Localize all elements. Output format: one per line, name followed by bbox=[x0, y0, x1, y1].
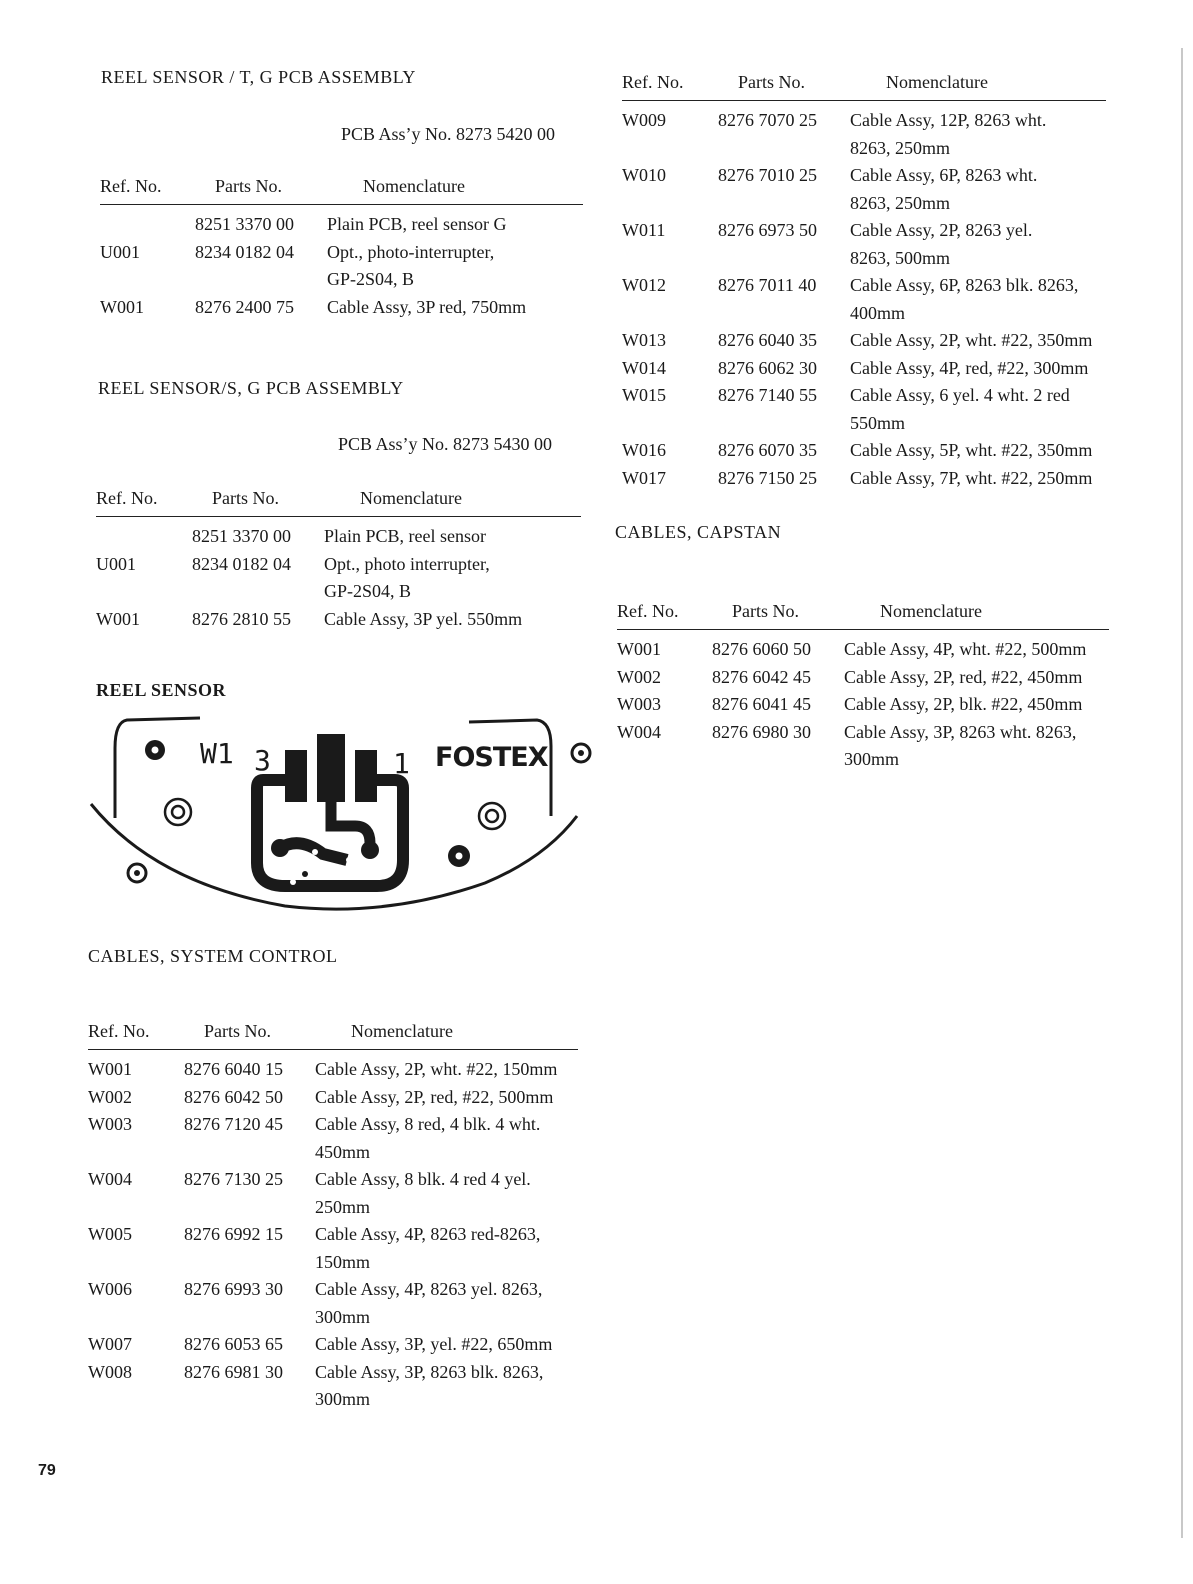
label-3: 3 bbox=[254, 744, 271, 777]
parts-no: 8276 6040 15 bbox=[184, 1059, 283, 1079]
ref-no: W010 bbox=[622, 165, 666, 185]
page-number: 79 bbox=[38, 1462, 56, 1479]
table-row bbox=[88, 1056, 578, 1084]
parts-table-capstan bbox=[617, 601, 1109, 774]
parts-table-system-control-cont bbox=[622, 72, 1106, 492]
nomenclature: Cable Assy, 2P, red, #22, 500mm bbox=[315, 1086, 554, 1107]
parts-table-system-control bbox=[88, 1021, 578, 1414]
mounting-hole bbox=[165, 799, 191, 825]
ref-no: W001 bbox=[100, 296, 144, 317]
parts-no: 8276 7011 40 bbox=[718, 275, 817, 295]
diagram-title: REEL SENSOR bbox=[96, 680, 227, 700]
section-title-system-control: CABLES, SYSTEM CONTROL bbox=[88, 946, 338, 966]
parts-no: 8276 6042 45 bbox=[712, 666, 811, 687]
table-row bbox=[617, 691, 1109, 719]
parts-table-sg bbox=[96, 488, 581, 633]
via bbox=[290, 879, 296, 885]
parts-no: 8276 6993 30 bbox=[184, 1279, 283, 1299]
nomenclature: Cable Assy, 3P, 8263 blk. 8263, 300mm bbox=[315, 1361, 544, 1409]
nomenclature: Opt., photo interrupter, GP-2S04, B bbox=[324, 553, 490, 601]
section-title-sg: REEL SENSOR/S, G PCB ASSEMBLY bbox=[98, 378, 404, 398]
header-ref-no: Ref. No. bbox=[622, 72, 684, 92]
parts-no: 8276 6053 65 bbox=[184, 1334, 283, 1354]
table-header bbox=[96, 488, 581, 517]
table-row bbox=[88, 1084, 578, 1112]
parts-no: 8276 7130 25 bbox=[184, 1169, 283, 1189]
table-row bbox=[622, 162, 1106, 217]
table-row bbox=[622, 107, 1106, 162]
pcb-assy-number-tg: PCB Ass’y No. 8273 5420 00 bbox=[341, 124, 556, 144]
table-row bbox=[96, 606, 581, 634]
nomenclature: Cable Assy, 2P, wht. #22, 150mm bbox=[315, 1059, 558, 1079]
parts-no: 8251 3370 00 bbox=[195, 214, 294, 234]
ref-no: W006 bbox=[88, 1279, 132, 1299]
nomenclature: Opt., photo-interrupter, GP-2S04, B bbox=[327, 241, 495, 289]
via bbox=[312, 849, 318, 855]
table-header bbox=[88, 1021, 578, 1050]
solder-pad bbox=[361, 841, 379, 859]
ref-no: W017 bbox=[622, 467, 666, 488]
ref-no: U001 bbox=[96, 553, 136, 574]
table-header bbox=[617, 601, 1109, 630]
page-edge-line bbox=[1181, 48, 1183, 1538]
table-row bbox=[617, 719, 1109, 774]
header-nomenclature: Nomenclature bbox=[363, 176, 465, 196]
label-1: 1 bbox=[393, 747, 410, 780]
parts-no: 8276 7070 25 bbox=[718, 110, 817, 130]
parts-no: 8276 6992 15 bbox=[184, 1224, 283, 1244]
ref-no: W003 bbox=[617, 694, 661, 714]
parts-no: 8276 7120 45 bbox=[184, 1114, 283, 1134]
nomenclature: Cable Assy, 3P, yel. #22, 650mm bbox=[315, 1334, 553, 1354]
ref-no: W011 bbox=[622, 220, 666, 240]
mounting-hole bbox=[479, 803, 505, 829]
table-row bbox=[622, 355, 1106, 383]
nomenclature: Cable Assy, 7P, wht. #22, 250mm bbox=[850, 467, 1093, 488]
ref-no: U001 bbox=[100, 241, 140, 262]
pcb-assy-number-sg: PCB Ass’y No. 8273 5430 00 bbox=[338, 434, 553, 454]
table-row bbox=[622, 327, 1106, 355]
ref-no: W015 bbox=[622, 385, 666, 405]
parts-no: 8276 6973 50 bbox=[718, 220, 817, 240]
nomenclature: Cable Assy, 12P, 8263 wht. 8263, 250mm bbox=[850, 110, 1047, 158]
nomenclature: Cable Assy, 2P, red, #22, 450mm bbox=[844, 666, 1083, 687]
table-row bbox=[88, 1111, 578, 1166]
nomenclature: Cable Assy, 2P, 8263 yel. 8263, 500mm bbox=[850, 220, 1033, 268]
table-row bbox=[96, 523, 581, 551]
nomenclature: Plain PCB, reel sensor G bbox=[327, 214, 507, 234]
table-row bbox=[100, 239, 583, 294]
nomenclature: Cable Assy, 2P, blk. #22, 450mm bbox=[844, 694, 1083, 714]
label-w1: W1 bbox=[200, 737, 234, 770]
nomenclature: Cable Assy, 2P, wht. #22, 350mm bbox=[850, 330, 1093, 350]
via bbox=[302, 871, 308, 877]
nomenclature: Cable Assy, 3P, 8263 wht. 8263, 300mm bbox=[844, 721, 1077, 769]
table-row bbox=[622, 465, 1106, 493]
parts-no: 8276 2400 75 bbox=[195, 296, 294, 317]
nomenclature: Cable Assy, 4P, 8263 yel. 8263, 300mm bbox=[315, 1279, 543, 1327]
parts-no: 8276 6060 50 bbox=[712, 639, 811, 659]
nomenclature: Cable Assy, 6 yel. 4 wht. 2 red 550mm bbox=[850, 385, 1070, 433]
ref-no: W004 bbox=[88, 1169, 132, 1189]
section-title-tg: REEL SENSOR / T, G PCB ASSEMBLY bbox=[101, 67, 416, 87]
table-row bbox=[88, 1276, 578, 1331]
nomenclature: Cable Assy, 3P yel. 550mm bbox=[324, 608, 523, 629]
header-parts-no: Parts No. bbox=[215, 176, 282, 196]
nomenclature: Cable Assy, 5P, wht. #22, 350mm bbox=[850, 440, 1093, 460]
ref-no: W005 bbox=[88, 1224, 132, 1244]
table-row bbox=[622, 217, 1106, 272]
table-header bbox=[100, 176, 583, 205]
parts-no: 8276 7150 25 bbox=[718, 467, 817, 488]
solder-pad bbox=[271, 839, 289, 857]
nomenclature: Cable Assy, 4P, wht. #22, 500mm bbox=[844, 639, 1087, 659]
header-parts-no: Parts No. bbox=[204, 1021, 271, 1041]
table-row bbox=[88, 1359, 578, 1414]
parts-no: 8276 6980 30 bbox=[712, 721, 811, 742]
table-row bbox=[617, 636, 1109, 664]
table-row bbox=[100, 294, 583, 322]
parts-no: 8276 6981 30 bbox=[184, 1361, 283, 1382]
nomenclature: Cable Assy, 8 red, 4 blk. 4 wht. 450mm bbox=[315, 1114, 541, 1162]
nomenclature: Cable Assy, 6P, 8263 wht. 8263, 250mm bbox=[850, 165, 1038, 213]
ref-no: W013 bbox=[622, 330, 666, 350]
ref-no: W012 bbox=[622, 275, 666, 295]
parts-no: 8276 2810 55 bbox=[192, 608, 291, 629]
ref-no: W008 bbox=[88, 1361, 132, 1382]
table-row bbox=[88, 1331, 578, 1359]
header-ref-no: Ref. No. bbox=[96, 488, 158, 508]
table-row bbox=[617, 664, 1109, 692]
table-row bbox=[88, 1166, 578, 1221]
header-parts-no: Parts No. bbox=[212, 488, 279, 508]
table-row bbox=[88, 1221, 578, 1276]
nomenclature: Cable Assy, 8 blk. 4 red 4 yel. 250mm bbox=[315, 1169, 531, 1217]
parts-no: 8234 0182 04 bbox=[192, 553, 291, 574]
ref-no: W001 bbox=[88, 1059, 132, 1079]
copper-pad bbox=[317, 734, 345, 802]
header-nomenclature: Nomenclature bbox=[360, 488, 462, 508]
nomenclature: Cable Assy, 3P red, 750mm bbox=[327, 296, 527, 317]
table-row bbox=[622, 437, 1106, 465]
ref-no: W016 bbox=[622, 440, 666, 460]
via bbox=[346, 857, 352, 863]
header-ref-no: Ref. No. bbox=[100, 176, 162, 196]
ref-no: W007 bbox=[88, 1334, 132, 1354]
ref-no: W003 bbox=[88, 1114, 132, 1134]
parts-no: 8276 6040 35 bbox=[718, 330, 817, 350]
parts-no: 8276 7140 55 bbox=[718, 385, 817, 405]
header-ref-no: Ref. No. bbox=[617, 601, 679, 621]
nomenclature: Plain PCB, reel sensor bbox=[324, 526, 486, 546]
ref-no: W002 bbox=[617, 666, 661, 687]
header-ref-no: Ref. No. bbox=[88, 1021, 150, 1041]
parts-no: 8276 6042 50 bbox=[184, 1086, 283, 1107]
table-row bbox=[96, 551, 581, 606]
header-parts-no: Parts No. bbox=[738, 72, 805, 92]
trace bbox=[331, 802, 370, 848]
ref-no: W002 bbox=[88, 1086, 132, 1107]
header-parts-no: Parts No. bbox=[732, 601, 799, 621]
parts-no: 8276 6041 45 bbox=[712, 694, 811, 714]
ref-no: W014 bbox=[622, 357, 666, 378]
fostex-logo: FOSTEX bbox=[435, 742, 548, 773]
parts-table-tg bbox=[100, 176, 583, 321]
nomenclature: Cable Assy, 4P, red, #22, 300mm bbox=[850, 357, 1089, 378]
table-row bbox=[100, 211, 583, 239]
parts-no: 8234 0182 04 bbox=[195, 241, 294, 262]
ref-no: W001 bbox=[617, 639, 661, 659]
reel-sensor-pcb-diagram bbox=[85, 708, 595, 920]
ref-no: W004 bbox=[617, 721, 661, 742]
header-nomenclature: Nomenclature bbox=[351, 1021, 453, 1041]
table-row bbox=[622, 382, 1106, 437]
table-header bbox=[622, 72, 1106, 101]
ref-no: W001 bbox=[96, 608, 140, 629]
nomenclature: Cable Assy, 4P, 8263 red-8263, 150mm bbox=[315, 1224, 541, 1272]
nomenclature: Cable Assy, 6P, 8263 blk. 8263, 400mm bbox=[850, 275, 1079, 323]
parts-no: 8276 7010 25 bbox=[718, 165, 817, 185]
table-row bbox=[622, 272, 1106, 327]
section-title-capstan: CABLES, CAPSTAN bbox=[615, 522, 782, 542]
parts-no: 8276 6062 30 bbox=[718, 357, 817, 378]
parts-no: 8276 6070 35 bbox=[718, 440, 817, 460]
parts-no: 8251 3370 00 bbox=[192, 526, 291, 546]
header-nomenclature: Nomenclature bbox=[880, 601, 982, 621]
header-nomenclature: Nomenclature bbox=[886, 72, 988, 92]
ref-no: W009 bbox=[622, 110, 666, 130]
